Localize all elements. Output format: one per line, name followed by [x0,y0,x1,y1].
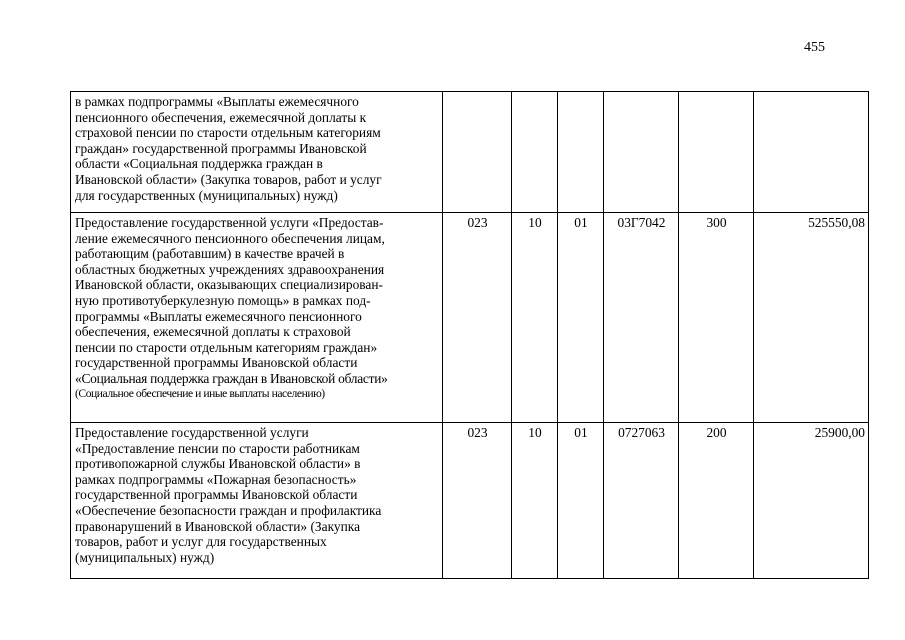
section-code: 10 [512,423,558,579]
target-article-code: 0727063 [604,423,679,579]
row-description-expense-type: (Социальное обеспечение и иные выплаты населению) [75,386,325,400]
expense-type-code [679,92,754,213]
ministry-code [443,92,512,213]
row-description [71,213,443,423]
amount-value: 525550,08 [754,213,869,423]
expense-type-code: 200 [679,423,754,579]
subsection-code: 01 [558,423,604,579]
table-row [71,213,869,423]
section-code [512,92,558,213]
ministry-code: 023 [443,213,512,423]
target-article-code: 03Г7042 [604,213,679,423]
page-number: 455 [804,40,825,55]
budget-table [70,91,869,579]
section-code: 10 [512,213,558,423]
subsection-code: 01 [558,213,604,423]
target-article-code [604,92,679,213]
amount-value: 25900,00 [754,423,869,579]
subsection-code [558,92,604,213]
row-description: в рамках подпрограммы «Выплаты ежемесячного пенсионного обеспечения, ежемесячной доплаты к страховой пенсии по старости отдельным категориям граждан» государственной программы Ивановской области «Социальная поддержка граждан в Ивановской области» (Закупка товаров, работ и услуг для государственных (муниципальных) нужд) [71,92,443,213]
row-description: Предоставление государственной услуги «Предоставление пенсии по старости работникам противопожарной службы Ивановской области» в рамках подпрограммы «Пожарная безопасность» государственной программы Ивановской области «Обеспечение безопасности граждан и профилактика правонарушений в Ивановской области» (Закупка товаров, работ и услуг для государственных (муниципальных) нужд) [71,423,443,579]
row-description-main: Предоставление государственной услуги «Предостав- ление ежемесячного пенсионного обеспечения лицам, работающим (работавшим) в качестве врачей в областных бюджетных учреждениях здравоохранения Ивановской области, оказывающих специализирован- ную противотуберкулезную помощь» в рамках под- программы «Выплаты ежемесячного пенсионного обеспечения, ежемесячной доплаты к страховой пенсии по старости отдельным категориям граждан» государственной программы Ивановской области [75,215,385,371]
expense-type-code: 300 [679,213,754,423]
amount-value [754,92,869,213]
row-description-program: «Социальная поддержка граждан в Ивановской области» [75,370,388,386]
ministry-code: 023 [443,423,512,579]
table-row [71,423,869,579]
table-row [71,92,869,213]
